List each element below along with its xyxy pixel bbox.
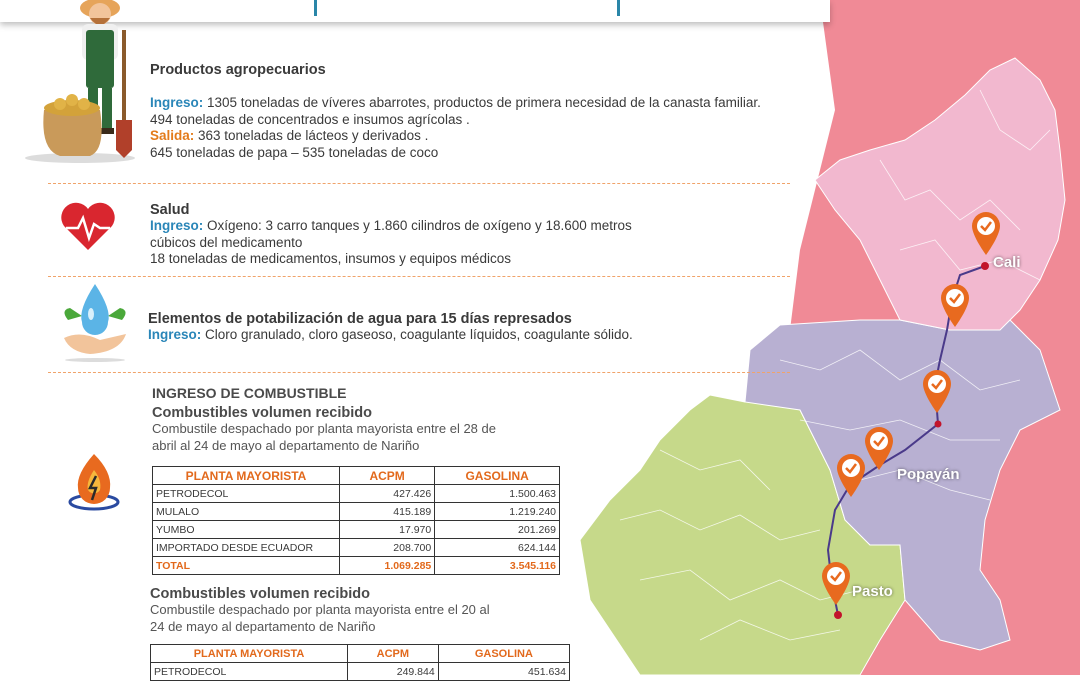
- table-row: [151, 663, 570, 681]
- agua-ingreso-line: [148, 327, 633, 344]
- table2-desc-1: Combustile despachado por planta mayorista entre el 20 al: [150, 602, 490, 617]
- table-row: [153, 539, 560, 557]
- fuel-table-1: [152, 466, 560, 575]
- location-pin-icon: [864, 427, 894, 471]
- ingreso-label: Ingreso:: [150, 95, 204, 110]
- heart-icon: [58, 200, 118, 252]
- table1-desc-2: abril al 24 de mayo al departamento de Nariño: [152, 437, 420, 453]
- fuel-table-2: [150, 644, 570, 681]
- table-row: [153, 503, 560, 521]
- city-label-pasto: Pasto: [852, 583, 893, 600]
- top-bar-divider: [314, 0, 317, 16]
- table-row: [153, 521, 560, 539]
- table-cell: 624.144: [435, 539, 560, 557]
- table2-title: Combustibles volumen recibido: [150, 586, 370, 602]
- salud-ingreso-text: Oxígeno: 3 carro tanques y 1.860 cilindros de oxígeno y 18.600 metros: [203, 218, 632, 233]
- table-header: PLANTA MAYORISTA: [153, 467, 340, 485]
- table-cell: TOTAL: [153, 557, 340, 575]
- table-cell: 201.269: [435, 521, 560, 539]
- table-cell: 415.189: [340, 503, 435, 521]
- agro-details: [150, 95, 761, 161]
- agro-ingreso-text: 1305 toneladas de víveres abarrotes, productos de primera necesidad de la canasta familiar.: [203, 95, 761, 110]
- table-row: [153, 485, 560, 503]
- table-cell: YUMBO: [153, 521, 340, 539]
- table-cell: IMPORTADO DESDE ECUADOR: [153, 539, 340, 557]
- salida-label: Salida:: [150, 128, 195, 143]
- table-cell: 208.700: [340, 539, 435, 557]
- table-total-row: [153, 557, 560, 575]
- table1-desc-1: Combustile despachado por planta mayorista entre el 28 de: [152, 421, 496, 436]
- cali-dot: [981, 262, 989, 270]
- ingreso-label: Ingreso:: [148, 327, 202, 342]
- combustible-section: [152, 385, 496, 454]
- farmer-icon: [20, 0, 145, 165]
- salud-section: [150, 202, 632, 268]
- section-divider: [48, 183, 790, 184]
- table-cell: 1.500.463: [435, 485, 560, 503]
- salud-line-3: 18 toneladas de medicamentos, insumos y equipos médicos: [150, 251, 511, 266]
- salud-line-2: cúbicos del medicamento: [150, 234, 303, 250]
- agro-section: [150, 62, 326, 78]
- table-header-row: [153, 467, 560, 485]
- fuel-flame-icon: [66, 452, 122, 512]
- agro-line-4: 645 toneladas de papa – 535 toneladas de coco: [150, 144, 439, 160]
- table-header: GASOLINA: [438, 645, 569, 663]
- popayan-dot: [935, 421, 942, 428]
- water-drop-hand-icon: [60, 280, 130, 362]
- table1-title: Combustibles volumen recibido: [152, 405, 372, 421]
- pasto-dot: [834, 611, 842, 619]
- salud-ingreso-line: [150, 218, 632, 235]
- table2-desc-2: 24 de mayo al departamento de Nariño: [150, 618, 376, 634]
- table-cell: PETRODECOL: [151, 663, 348, 681]
- combustible-heading: INGRESO DE COMBUSTIBLE: [152, 385, 347, 401]
- agua-section: [148, 311, 633, 344]
- section-divider: [48, 276, 790, 277]
- agro-ingreso-line: [150, 95, 761, 112]
- table-cell: 17.970: [340, 521, 435, 539]
- location-pin-icon: [821, 562, 851, 606]
- location-pin-icon: [836, 454, 866, 498]
- agro-salida-text: 363 toneladas de lácteos y derivados .: [194, 128, 429, 143]
- agua-title: Elementos de potabilización de agua para 15 días represados: [148, 311, 572, 327]
- agro-title: Productos agropecuarios: [150, 62, 326, 78]
- table-header: PLANTA MAYORISTA: [151, 645, 348, 663]
- agua-ingreso-text: Cloro granulado, cloro gaseoso, coagulante líquidos, coagulante sólido.: [201, 327, 633, 342]
- table-cell: 427.426: [340, 485, 435, 503]
- location-pin-icon: [971, 212, 1001, 256]
- table-cell: PETRODECOL: [153, 485, 340, 503]
- location-pin-icon: [940, 284, 970, 328]
- table-header: GASOLINA: [435, 467, 560, 485]
- city-label-popayan: Popayán: [897, 466, 960, 483]
- section-divider: [48, 372, 790, 373]
- table-header: ACPM: [340, 467, 435, 485]
- table-cell: MULALO: [153, 503, 340, 521]
- location-pin-icon: [922, 370, 952, 414]
- table-header-row: [151, 645, 570, 663]
- table-cell: 1.219.240: [435, 503, 560, 521]
- agro-salida-line: [150, 128, 761, 145]
- agro-line-2: 494 toneladas de concentrados e insumos agrícolas .: [150, 111, 470, 127]
- salud-title: Salud: [150, 202, 190, 218]
- ingreso-label: Ingreso:: [150, 218, 204, 233]
- city-label-cali: Cali: [993, 254, 1021, 271]
- table-cell: 249.844: [348, 663, 439, 681]
- top-bar-divider: [617, 0, 620, 16]
- table-cell: 3.545.116: [435, 557, 560, 575]
- combustible-section-2: [150, 586, 490, 635]
- table-cell: 451.634: [438, 663, 569, 681]
- table-cell: 1.069.285: [340, 557, 435, 575]
- table-header: ACPM: [348, 645, 439, 663]
